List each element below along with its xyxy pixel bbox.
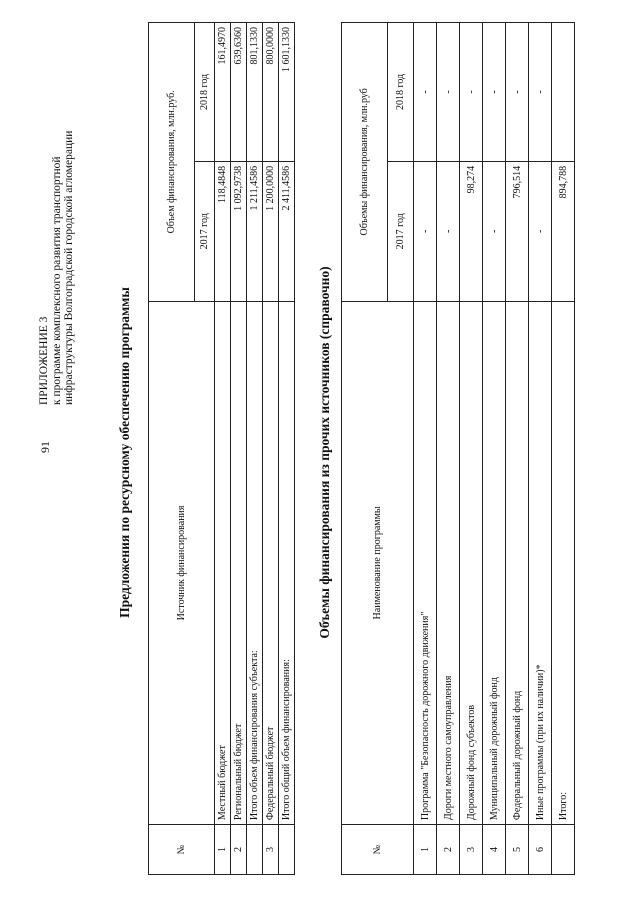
- table-row: [460, 23, 483, 875]
- row-number: 2: [231, 825, 247, 875]
- table-row: [215, 23, 231, 875]
- value-2018: [552, 23, 575, 162]
- row-name: Итого общий объем финансирования:: [279, 301, 295, 824]
- col-header-no: №: [342, 825, 414, 875]
- col-header-2018: 2018 год: [388, 23, 414, 162]
- row-number: 1: [215, 825, 231, 875]
- appendix-line2: к программе комплексного развития транспортной: [50, 156, 63, 405]
- value-2018: 801,1330: [247, 23, 263, 162]
- table-row: [483, 23, 506, 875]
- col-header-2018: 2018 год: [195, 23, 215, 162]
- table-row: [247, 23, 263, 875]
- row-number: 3: [460, 825, 483, 875]
- table-row: [231, 23, 247, 875]
- value-2018: -: [529, 23, 552, 162]
- value-2017: -: [529, 161, 552, 301]
- row-number: 2: [437, 825, 460, 875]
- col-header-2017: 2017 год: [195, 161, 215, 301]
- value-2018: -: [483, 23, 506, 162]
- row-name: Федеральный бюджет: [263, 301, 279, 824]
- col-header-2017: 2017 год: [388, 161, 414, 301]
- row-name: Программа "Безопасность дорожного движения": [414, 301, 437, 824]
- appendix-line3: инфраструктуры Волгоградской городской агломерации: [63, 130, 75, 405]
- value-2018: 161,4970: [215, 23, 231, 162]
- row-number: 5: [506, 825, 529, 875]
- value-2017: 894,788: [552, 161, 575, 301]
- col-header-source: Источник финансирования: [149, 301, 215, 824]
- value-2017: -: [414, 161, 437, 301]
- value-2018: -: [414, 23, 437, 162]
- value-2017: 1 092,9738: [231, 161, 247, 301]
- appendix-header: [38, 131, 76, 405]
- row-name: Региональный бюджет: [231, 301, 247, 824]
- section2-heading: Объемы финансирования из прочих источников (справочно): [317, 266, 332, 639]
- table-row: [263, 23, 279, 875]
- other-sources-table: [341, 22, 575, 875]
- value-2018: 639,6360: [231, 23, 247, 162]
- table-row: [279, 23, 295, 875]
- table-row: [552, 23, 575, 875]
- row-name: Федеральный дорожный фонд: [506, 301, 529, 824]
- value-2017: 796,514: [506, 161, 529, 301]
- row-number: 6: [529, 825, 552, 875]
- row-number: [247, 825, 263, 875]
- value-2018: 1 601,1330: [279, 23, 295, 162]
- value-2017: 118,4848: [215, 161, 231, 301]
- row-number: 1: [414, 825, 437, 875]
- row-number: 4: [483, 825, 506, 875]
- table-row: [506, 23, 529, 875]
- value-2017: 1 211,4586: [247, 161, 263, 301]
- row-name: Дороги местного самоуправления: [437, 301, 460, 824]
- value-2017: 1 200,0000: [263, 161, 279, 301]
- col-header-no: №: [149, 825, 215, 875]
- table-row: [529, 23, 552, 875]
- row-number: [552, 825, 575, 875]
- value-2017: 98,274: [460, 161, 483, 301]
- row-number: 3: [263, 825, 279, 875]
- table-row: [414, 23, 437, 875]
- row-name: Итого:: [552, 301, 575, 824]
- value-2018: -: [460, 23, 483, 162]
- value-2017: 2 411,4586: [279, 161, 295, 301]
- col-header-volume: Объемы финансирования, млн.руб: [342, 23, 388, 302]
- page-number: 91: [38, 441, 52, 453]
- col-header-volume: Объем финансирования, млн.руб.: [149, 23, 195, 302]
- col-header-program: Наименование программы: [342, 301, 414, 824]
- row-name: Дорожный фонд субъектов: [460, 301, 483, 824]
- row-name: Муниципальный дорожный фонд: [483, 301, 506, 824]
- value-2017: -: [437, 161, 460, 301]
- appendix-title: ПРИЛОЖЕНИЕ 3: [38, 316, 50, 405]
- row-name: Местный бюджет: [215, 301, 231, 824]
- value-2018: -: [506, 23, 529, 162]
- row-name: Итого объем финансирования субъекта:: [247, 301, 263, 824]
- value-2018: 800,0000: [263, 23, 279, 162]
- row-name: Иные программы (при их наличии)*: [529, 301, 552, 824]
- value-2017: -: [483, 161, 506, 301]
- funding-table: [148, 22, 295, 875]
- section1-heading: Предложения по ресурсному обеспечению программы: [117, 287, 132, 618]
- table-row: [437, 23, 460, 875]
- value-2018: -: [437, 23, 460, 162]
- row-number: [279, 825, 295, 875]
